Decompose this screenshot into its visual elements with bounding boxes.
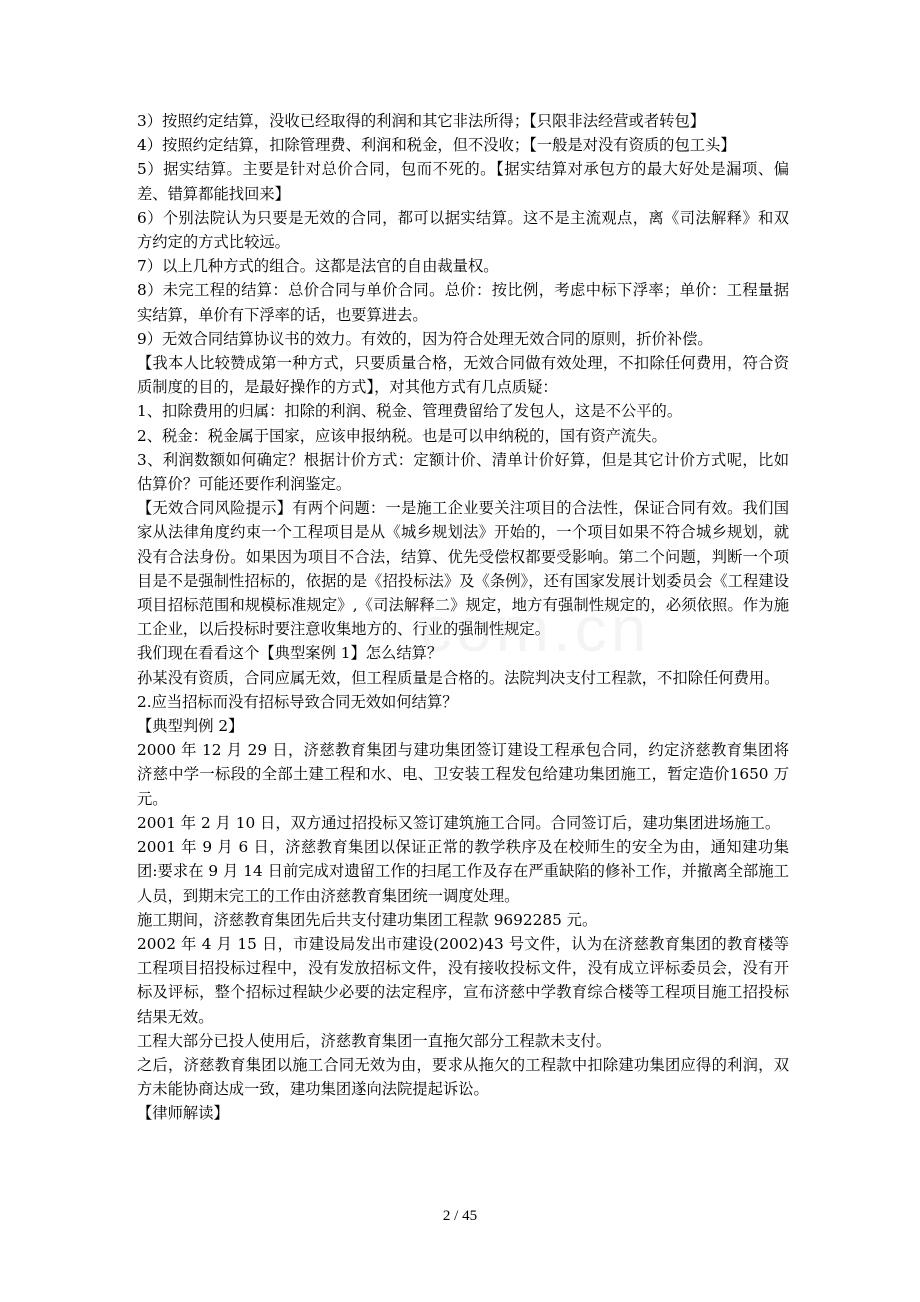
paragraph: 3、利润数额如何确定？根据计价方式：定额计价、清单计价好算，但是其它计价方式呢，比如估算价？可能还要作利润鉴定。 (137, 450, 789, 494)
paragraph: 4）按照约定结算，扣除管理费、利润和税金，但不没收；【一般是对没有资质的包工头】 (137, 136, 736, 155)
paragraph: 我们现在看看这个【典型案例 1】怎么结算？ (137, 644, 443, 663)
section-heading: 2.应当招标而没有招标导致合同无效如何结算？ (137, 692, 458, 711)
lawyer-commentary-heading: 【律师解读】 (137, 1104, 229, 1123)
paragraph: 2002 年 4 月 15 日，市建设局发出市建设(2002)43 号文件，认为在济慈教育集团的教育楼等工程项目招投标过程中，没有发放招标文件，没有接收投标文件，没有成立评标委员会，没有开标及评标，整个招标过程缺少必要的法定程序，宣布济慈中学教育综合楼等工程项目施工招投标结果无效。 (137, 934, 789, 1026)
case-heading: 【典型判例 2】 (137, 717, 244, 736)
paragraph: 3）按照约定结算，没收已经取得的利润和其它非法所得；【只限非法经营或者转包】 (137, 112, 706, 130)
paragraph: 施工期间，济慈教育集团先后共支付建功集团工程款 9692285 元。 (137, 910, 598, 929)
paragraph: 1、扣除费用的归属：扣除的利润、税金、管理费留给了发包人，这是不公平的。 (137, 402, 683, 421)
paragraph: 7）以上几种方式的组合。这都是法官的自由裁量权。 (137, 257, 499, 276)
paragraph: 9）无效合同结算协议书的效力。有效的，因为符合处理无效合同的原则，折价补偿。 (137, 329, 713, 348)
paragraph: 6）个别法院认为只要是无效的合同，都可以据实结算。这不是主流观点，离《司法解释》和双方约定的方式比较远。 (137, 208, 789, 252)
paragraph: 5）据实结算。主要是针对总价合同，包而不死的。【据实结算对承包方的最大好处是漏项、偏差、错算都能找回来】 (137, 160, 789, 203)
paragraph: 孙某没有资质，合同应属无效，但工程质量是合格的。法院判决支付工程款，不扣除任何费用。 (137, 668, 780, 687)
paragraph: 2001 年 9 月 6 日，济慈教育集团以保证正常的教学秩序及在校师生的安全为由，通知建功集团:要求在 9 月 14 日前完成对遗留工作的扫尾工作及存在严重缺陷的修补工作，并撤离全部施工人员，到期末完工的工作由济慈教育集团统一调度处理。 (137, 838, 789, 905)
paragraph: 2、税金：税金属于国家，应该申报纳税。也是可以申纳税的，国有资产流失。 (137, 426, 667, 445)
document-body (137, 109, 789, 1126)
paragraph: 工程大部分已投人使用后，济慈教育集团一直拖欠部分工程款未支付。 (137, 1031, 612, 1050)
paragraph: 2000 年 12 月 29 日，济慈教育集团与建功集团签订建设工程承包合同，约定济慈教育集团将济慈中学一标段的全部土建工程和水、电、卫安装工程发包给建功集团施工，暂定造价1650 万元。 (137, 741, 789, 808)
paragraph: 【我本人比较赞成第一种方式，只要质量合格，无效合同做有效处理，不扣除任何费用，符合资质制度的目的，是最好操作的方式】，对其他方式有几点质疑： (137, 354, 789, 397)
paragraph: 2001 年 2 月 10 日，双方通过招投标又签订建筑施工合同。合同签订后，建功集团进场施工。 (137, 813, 781, 832)
paragraph: 8）未完工程的结算：总价合同与单价合同。总价：按比例，考虑中标下浮率；单价：工程量据实结算，单价有下浮率的话，也要算进去。 (137, 281, 789, 324)
paragraph: 之后，济慈教育集团以施工合同无效为由，要求从拖欠的工程款中扣除建功集团应得的利润，双方未能协商达成一致，建功集团遂向法院提起诉讼。 (137, 1055, 789, 1099)
paragraph: 【无效合同风险提示】有两个问题：一是施工企业要关注项目的合法性，保证合同有效。我们国家从法律角度约束一个工程项目是从《城乡规划法》开始的，一个项目如果不符合城乡规划，就没有合法身份。如果因为项目不合法，结算、优先受偿权都要受影响。第二个问题，判断一个项目是不是强制性招标的，依据的是《招投标法》及《条例》，还有国家发展计划委员会《工程建设项目招标范围和规模标准规定》,《司法解释二》规定，地方有强制性规定的，必须依照。作为施工企业，以后投标时要注意收集地方的、行业的强制性规定。 (137, 499, 789, 639)
page-number: 2 / 45 (442, 1208, 478, 1224)
